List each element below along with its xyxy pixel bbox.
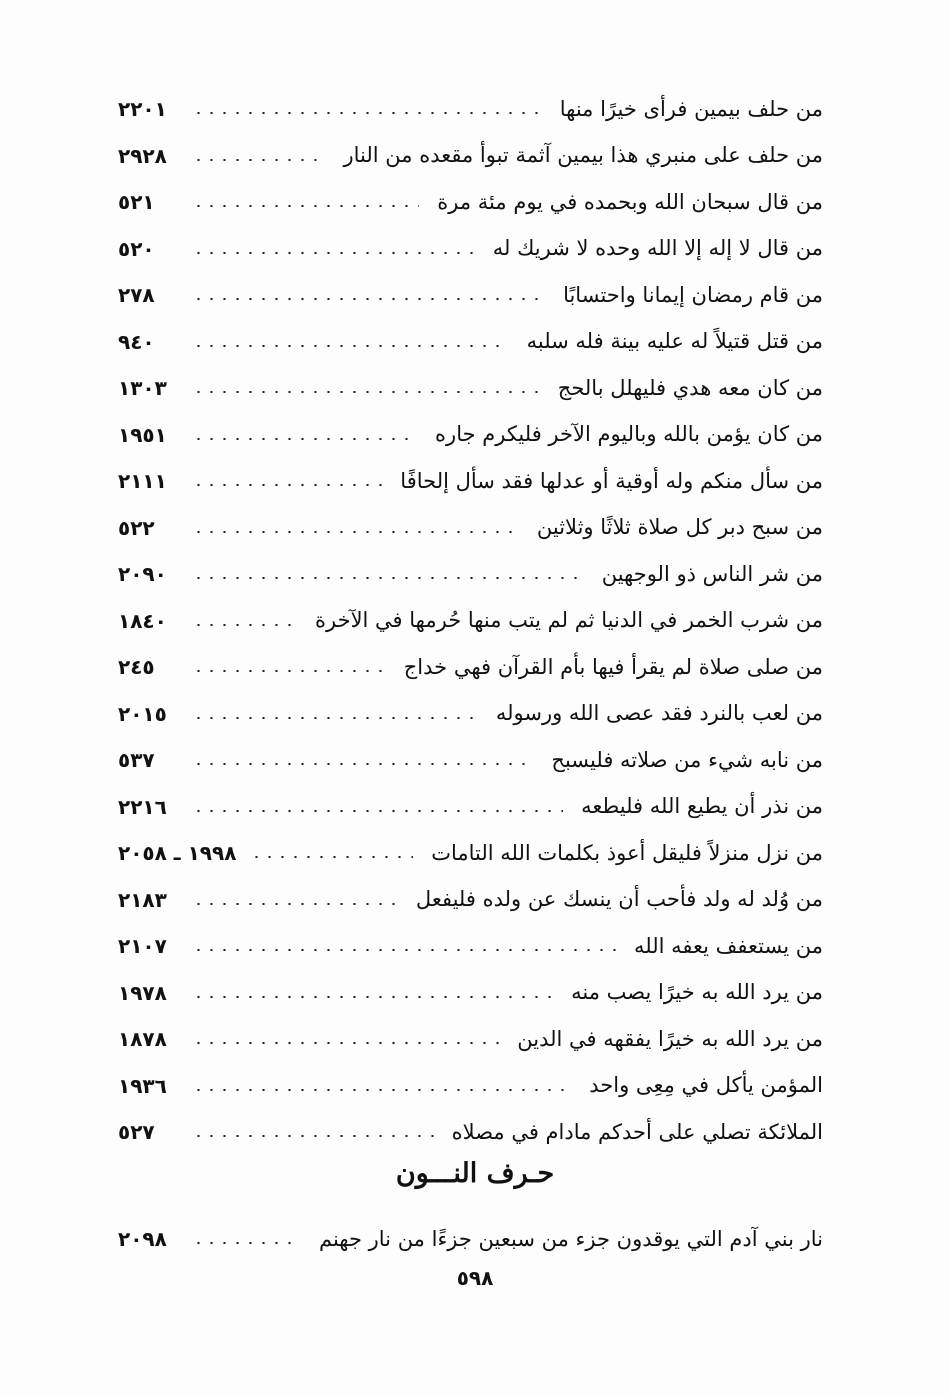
entry-number: ٥٣٧ [118, 748, 155, 773]
dot-leader [192, 1089, 571, 1091]
entry-text: من كان يؤمن بالله وباليوم الآخر فليكرم جاره [435, 422, 823, 447]
index-entry [118, 1216, 823, 1263]
dot-leader [192, 159, 326, 161]
dot-leader [192, 298, 545, 300]
entry-text: من لعب بالنرد فقد عصى الله ورسوله [495, 701, 823, 726]
entry-number: ٥٢١ [118, 190, 155, 215]
dot-leader [192, 112, 542, 114]
dot-leader [192, 484, 382, 486]
section-heading: حـرف النـــون [395, 1158, 555, 1189]
entry-number: ٢١١١ [118, 469, 167, 494]
dot-leader [192, 438, 417, 440]
entry-number: ٢١٨٣ [118, 887, 167, 912]
index-entry [118, 458, 823, 505]
entry-text: من نزل منزلاً فليقل أعوذ بكلمات الله التامات [431, 840, 823, 865]
dot-leader [192, 624, 297, 626]
index-entry [118, 830, 823, 877]
entry-text: من شر الناس ذو الوجهين [601, 561, 823, 586]
entry-text: من قال لا إله إلا الله وحده لا شريك له [492, 236, 823, 261]
index-entry [118, 226, 823, 273]
dot-leader [192, 1242, 301, 1244]
index-entry [118, 179, 823, 226]
entry-text: من صلى صلاة لم يقرأ فيها بأم القرآن فهي خداج [403, 654, 823, 679]
index-entry [118, 1016, 823, 1063]
entry-number: ٢٢١٦ [118, 794, 167, 819]
entry-text: من قام رمضان إيمانا واحتسابًا [563, 282, 823, 307]
index-entry [118, 691, 823, 738]
entry-text: من كان معه هدي فليهلل بالحج [557, 375, 823, 400]
entry-number: ٢٠١٥ [118, 701, 167, 726]
hadith-index-list-noon [118, 1216, 823, 1263]
entry-number: ١٩٥١ [118, 422, 167, 447]
entry-text: من يستعفف يعفه الله [634, 933, 823, 958]
index-entry [118, 505, 823, 552]
entry-number: ١٩٧٨ [118, 980, 167, 1005]
index-entry [118, 923, 823, 970]
dot-leader [192, 252, 475, 254]
entry-text: من قتل قتيلاً له عليه بينة فله سلبه [526, 329, 823, 354]
entry-text: من شرب الخمر في الدنيا ثم لم يتب منها حُرمها في الآخرة [315, 608, 823, 633]
index-entry [118, 598, 823, 645]
entry-number: ٢٢٠١ [118, 97, 167, 122]
index-entry [118, 1109, 823, 1156]
entry-text: الملائكة تصلي على أحدكم مادام في مصلاه [451, 1119, 823, 1144]
entry-number: ١٨٧٨ [118, 1027, 167, 1052]
index-entry [118, 737, 823, 784]
index-entry [118, 365, 823, 412]
dot-leader [192, 949, 616, 951]
entry-number: ٢٠٩٠ [118, 562, 167, 587]
index-entry [118, 644, 823, 691]
entry-text: من سبح دبر كل صلاة ثلاثًا وثلاثين [536, 515, 823, 540]
index-entry [118, 1063, 823, 1110]
entry-text: من سأل منكم وله أوقية أو عدلها فقد سأل إلحافًا [400, 468, 823, 493]
entry-text: المؤمن يأكل في مِعِى واحد [589, 1073, 823, 1098]
entry-text: من نذر أن يطيع الله فليطعه [581, 794, 823, 819]
index-entry [118, 319, 823, 366]
dot-leader [192, 1042, 499, 1044]
entry-text: من وُلد له ولد فأحب أن ينسك عن ولده فليفعل [415, 887, 823, 912]
entry-number: ١٣٠٣ [118, 376, 167, 401]
index-entry [118, 877, 823, 924]
entry-number: ١٩٩٨ ـ ٢٠٥٨ [118, 841, 237, 866]
entry-number: ٢٠٩٨ [118, 1227, 167, 1252]
index-entry [118, 784, 823, 831]
page-number: ٥٩٨ [456, 1266, 494, 1290]
index-entry [118, 551, 823, 598]
dot-leader [192, 391, 540, 393]
entry-number: ٥٢٧ [118, 1120, 155, 1145]
index-entry [118, 86, 823, 133]
entry-text: من يرد الله به خيرًا يصب منه [571, 980, 823, 1005]
index-entry [118, 133, 823, 180]
dot-leader [192, 903, 398, 905]
entry-number: ١٩٣٦ [118, 1073, 167, 1098]
dot-leader [192, 670, 386, 672]
dot-leader [250, 856, 413, 858]
dot-leader [192, 531, 519, 533]
dot-leader [192, 345, 509, 347]
entry-number: ٩٤٠ [118, 329, 155, 354]
dot-leader [192, 810, 563, 812]
entry-number: ٥٢٠ [118, 236, 155, 261]
entry-text: من حلف على منبري هذا بيمين آثمة تبوأ مقعده من النار [343, 143, 823, 168]
entry-number: ٢٤٥ [118, 655, 155, 680]
entry-number: ٥٢٢ [118, 515, 155, 540]
entry-text: من يرد الله به خيرًا يفقهه في الدين [517, 1026, 823, 1051]
entry-number: ٢٩٢٨ [118, 143, 167, 168]
entry-text: من حلف بيمين فرأى خيرًا منها [559, 96, 823, 121]
entry-number: ٢٧٨ [118, 283, 155, 308]
dot-leader [192, 717, 478, 719]
dot-leader [192, 577, 584, 579]
index-entry [118, 412, 823, 459]
entry-number: ١٨٤٠ [118, 608, 167, 633]
entry-number: ٢١٠٧ [118, 934, 167, 959]
index-entry [118, 970, 823, 1017]
entry-text: نار بني آدم التي يوقدون جزء من سبعين جزءًا من نار جهنم [318, 1226, 823, 1251]
dot-leader [192, 1135, 434, 1137]
dot-leader [192, 996, 553, 998]
dot-leader [192, 763, 533, 765]
entry-text: من قال سبحان الله وبحمده في يوم مئة مرة [437, 189, 823, 214]
entry-text: من نابه شيء من صلاته فليسبح [551, 747, 823, 772]
dot-leader [192, 205, 419, 207]
hadith-index-list [118, 86, 823, 1156]
index-entry [118, 272, 823, 319]
